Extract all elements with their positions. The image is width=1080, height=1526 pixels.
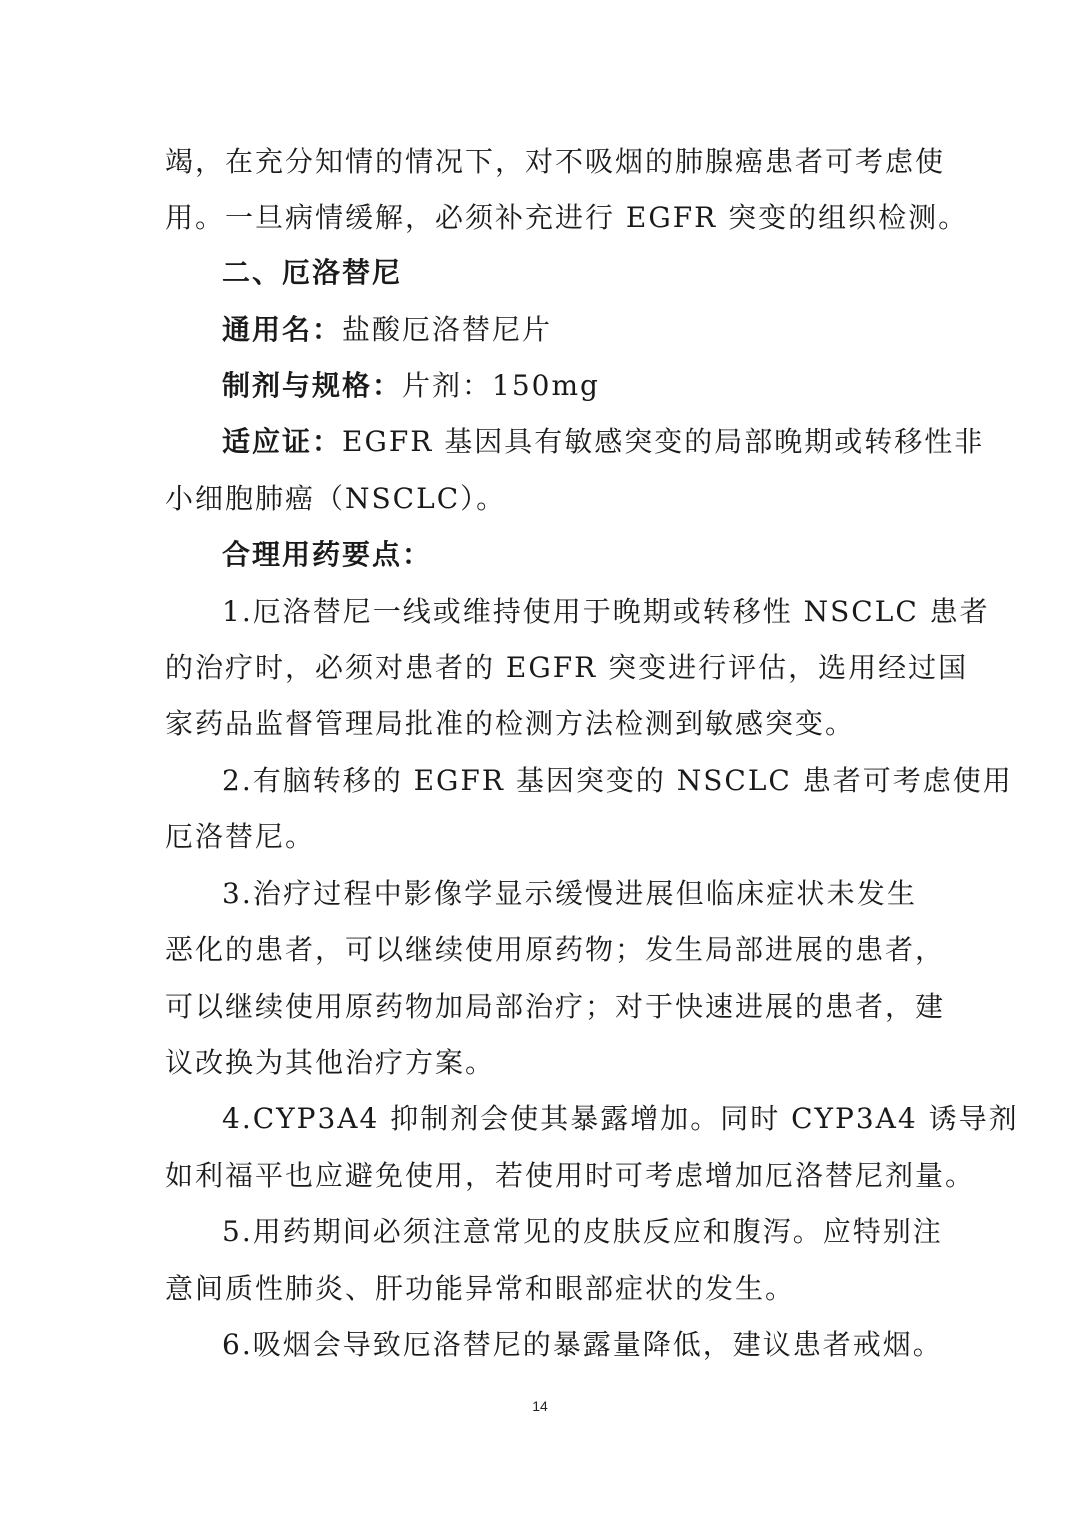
formulation-row bbox=[222, 366, 917, 406]
formulation-label: 制剂与规格： bbox=[222, 369, 403, 402]
text-line: 可以继续使用原药物加局部治疗；对于快速进展的患者，建 bbox=[165, 990, 946, 1023]
text-line: 议改换为其他治疗方案。 bbox=[165, 1046, 496, 1079]
indication-label: 适应证： bbox=[222, 425, 343, 458]
point-6-first-line: 6.吸烟会导致厄洛替尼的暴露量降低，建议患者戒烟。 bbox=[222, 1328, 943, 1361]
section-heading: 二、厄洛替尼 bbox=[222, 256, 403, 289]
text-line: 的治疗时，必须对患者的 EGFR 突变进行评估，选用经过国 bbox=[165, 651, 969, 684]
page-number: 14 bbox=[532, 1398, 548, 1414]
text-line: 用。一旦病情缓解，必须补充进行 EGFR 突变的组织检测。 bbox=[165, 201, 969, 234]
point-4-first-line: 4.CYP3A4 抑制剂会使其暴露增加。同时 CYP3A4 诱导剂 bbox=[222, 1102, 1019, 1135]
text-line: 竭，在充分知情的情况下，对不吸烟的肺腺癌患者可考虑使 bbox=[165, 145, 946, 178]
text-line: 厄洛替尼。 bbox=[165, 820, 316, 853]
generic-name-label: 通用名： bbox=[222, 313, 343, 346]
text-line: 家药品监督管理局批准的检测方法检测到敏感突变。 bbox=[165, 707, 856, 740]
point-3-first-line: 3.治疗过程中影像学显示缓慢进展但临床症状未发生 bbox=[222, 877, 917, 910]
generic-name-row bbox=[222, 310, 917, 350]
text-line: 小细胞肺癌（NSCLC）。 bbox=[165, 482, 507, 515]
generic-name-value: 盐酸厄洛替尼片 bbox=[342, 313, 553, 346]
formulation-value: 片剂：150mg bbox=[402, 369, 600, 402]
text-line: 如利福平也应避免使用，若使用时可考虑增加厄洛替尼剂量。 bbox=[165, 1159, 976, 1192]
point-5-first-line: 5.用药期间必须注意常见的皮肤反应和腹泻。应特别注 bbox=[222, 1215, 943, 1248]
text-line: 恶化的患者，可以继续使用原药物；发生局部进展的患者， bbox=[165, 933, 946, 966]
key-points-heading: 合理用药要点： bbox=[222, 538, 433, 571]
indication-text: EGFR 基因具有敏感突变的局部晚期或转移性非 bbox=[342, 425, 985, 458]
indication-row bbox=[222, 422, 985, 462]
point-1-first-line: 1.厄洛替尼一线或维持使用于晚期或转移性 NSCLC 患者 bbox=[222, 595, 990, 628]
text-line: 意间质性肺炎、肝功能异常和眼部症状的发生。 bbox=[165, 1272, 796, 1305]
point-2-first-line: 2.有脑转移的 EGFR 基因突变的 NSCLC 患者可考虑使用 bbox=[222, 764, 1013, 797]
